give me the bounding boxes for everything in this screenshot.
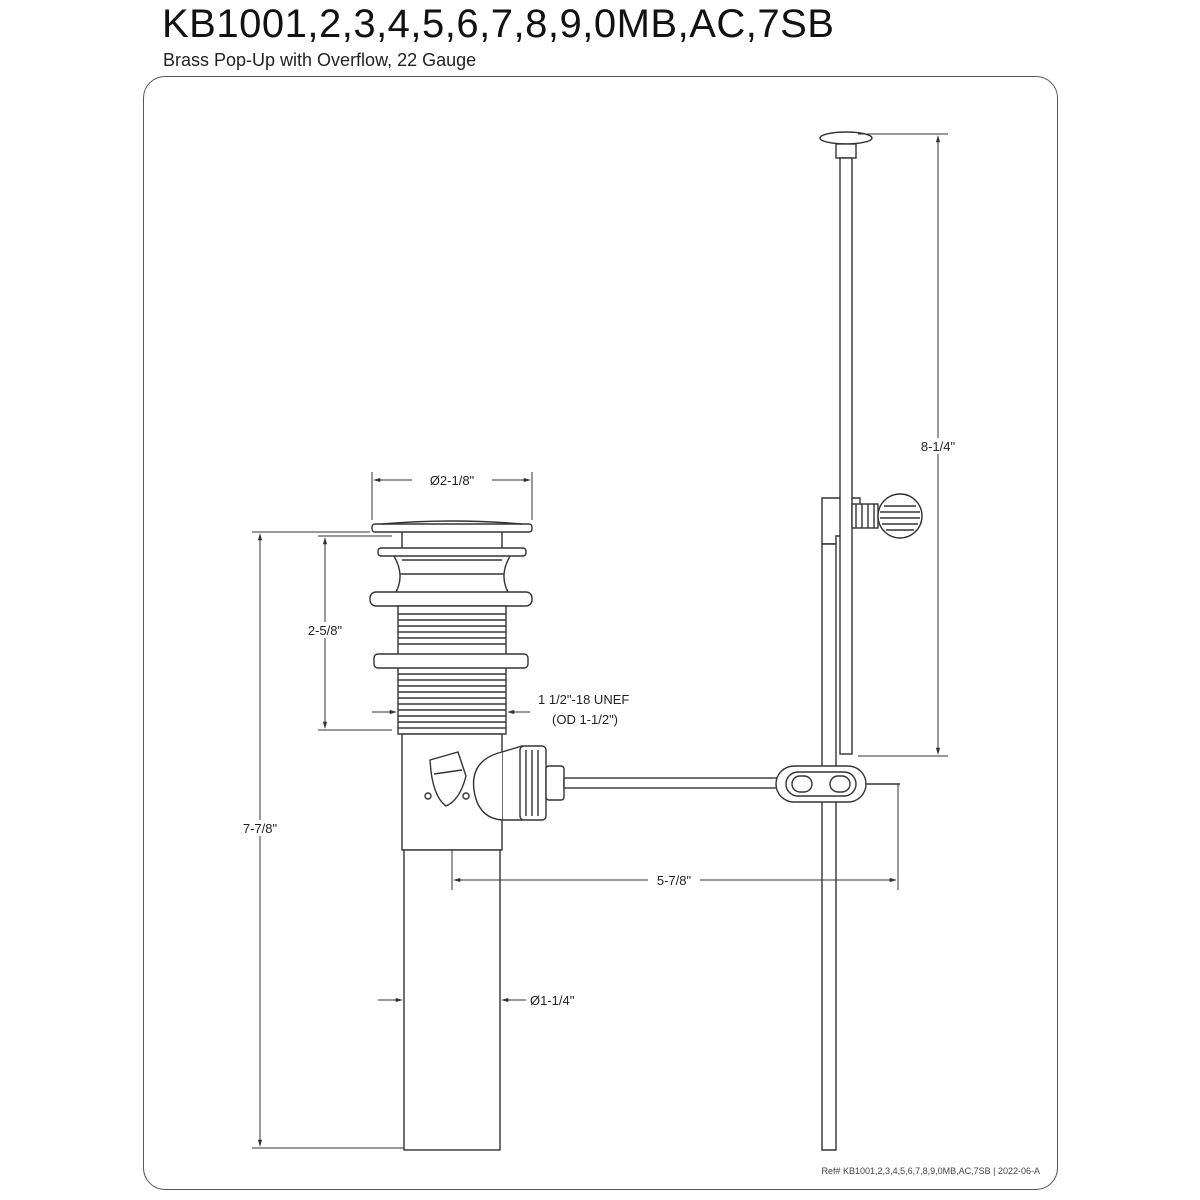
tail-pipe xyxy=(404,850,500,1150)
drain-cap xyxy=(372,524,532,532)
label-horizontal-reach: 5-7/8" xyxy=(656,873,692,888)
label-tail-diameter: Ø1-1/4" xyxy=(530,993,575,1008)
label-thread-spec-2: (OD 1-1/2") xyxy=(552,712,619,727)
thread-body xyxy=(398,606,506,734)
pivot-rod xyxy=(564,778,784,788)
label-flange-height: 2-5/8" xyxy=(307,623,343,638)
page-title: KB1001,2,3,4,5,6,7,8,9,0MB,AC,7SB xyxy=(162,2,835,46)
label-total-height: 7-7/8" xyxy=(242,821,278,836)
pivot-nut xyxy=(520,746,564,820)
label-lift-rod-length: 8-1/4" xyxy=(920,439,956,454)
lift-rod xyxy=(840,158,852,754)
thumb-screw xyxy=(852,494,922,538)
upper-washer xyxy=(378,548,526,556)
clevis-plate xyxy=(822,544,836,1150)
flange xyxy=(370,592,532,606)
lock-nut xyxy=(374,654,528,668)
page-subtitle: Brass Pop-Up with Overflow, 22 Gauge xyxy=(163,50,477,70)
cap-stem xyxy=(402,532,502,548)
reference-number: Ref# KB1001,2,3,4,5,6,7,8,9,0MB,AC,7SB | 2022-06-A xyxy=(821,1166,1040,1176)
label-cap-diameter: Ø2-1/8" xyxy=(429,473,475,488)
lift-rod-knob xyxy=(820,132,872,158)
label-thread-spec-1: 1 1/2"-18 UNEF xyxy=(538,692,630,707)
